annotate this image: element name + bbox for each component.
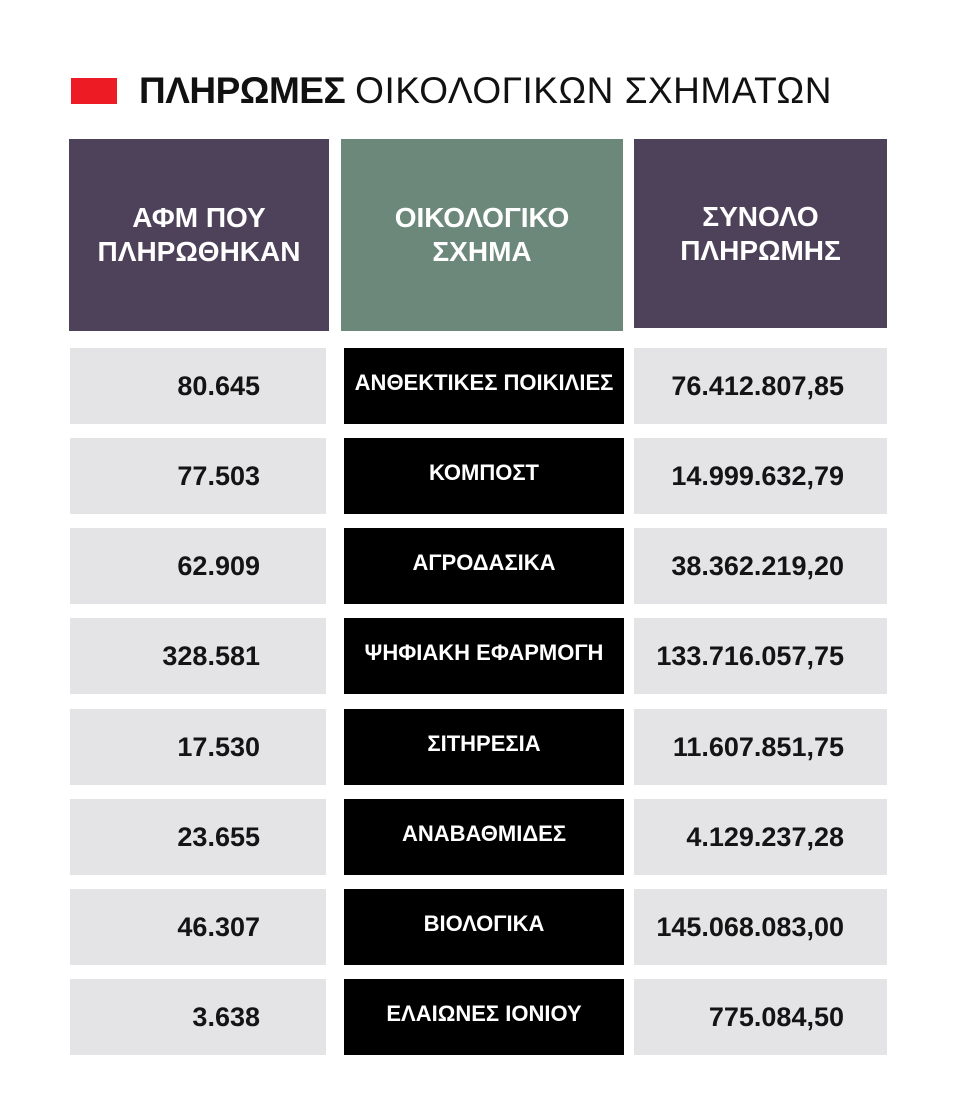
afm-cell: 3.638 [70,979,326,1055]
afm-cell: 17.530 [70,709,326,785]
scheme-cell: ΑΝΘΕΚΤΙΚΕΣ ΠΟΙΚΙΛΙΕΣ [344,348,624,424]
scheme-cell: ΑΓΡΟΔΑΣΙΚΑ [344,528,624,604]
total-cell: 14.999.632,79 [634,438,887,514]
afm-cell: 23.655 [70,799,326,875]
column-header-total: ΣΥΝΟΛΟ ΠΛΗΡΩΜΗΣ [634,139,887,328]
total-cell: 775.084,50 [634,979,887,1055]
afm-cell: 77.503 [70,438,326,514]
title-regular: ΟΙΚΟΛΟΓΙΚΩΝ ΣΧΗΜΑΤΩΝ [355,70,832,111]
total-cell: 11.607.851,75 [634,709,887,785]
red-bar-icon [71,78,117,104]
afm-cell: 62.909 [70,528,326,604]
scheme-cell: ΒΙΟΛΟΓΙΚΑ [344,889,624,965]
scheme-cell: ΨΗΦΙΑΚΗ ΕΦΑΡΜΟΓΗ [344,618,624,694]
scheme-cell: ΕΛΑΙΩΝΕΣ ΙΟΝΙΟΥ [344,979,624,1055]
total-cell: 76.412.807,85 [634,348,887,424]
total-cell: 133.716.057,75 [634,618,887,694]
total-cell: 145.068.083,00 [634,889,887,965]
column-header-afm: ΑΦΜ ΠΟΥ ΠΛΗΡΩΘΗΚΑΝ [69,139,329,331]
afm-cell: 328.581 [70,618,326,694]
afm-cell: 46.307 [70,889,326,965]
page-title [71,70,832,111]
column-header-scheme: ΟΙΚΟΛΟΓΙΚΟ ΣΧΗΜΑ [341,139,623,331]
afm-cell: 80.645 [70,348,326,424]
scheme-cell: ΑΝΑΒΑΘΜΙΔΕΣ [344,799,624,875]
scheme-cell: ΚΟΜΠΟΣΤ [344,438,624,514]
total-cell: 38.362.219,20 [634,528,887,604]
title-bold: ΠΛΗΡΩΜΕΣ [139,70,346,111]
total-cell: 4.129.237,28 [634,799,887,875]
title-text [139,70,832,112]
scheme-cell: ΣΙΤΗΡΕΣΙΑ [344,709,624,785]
